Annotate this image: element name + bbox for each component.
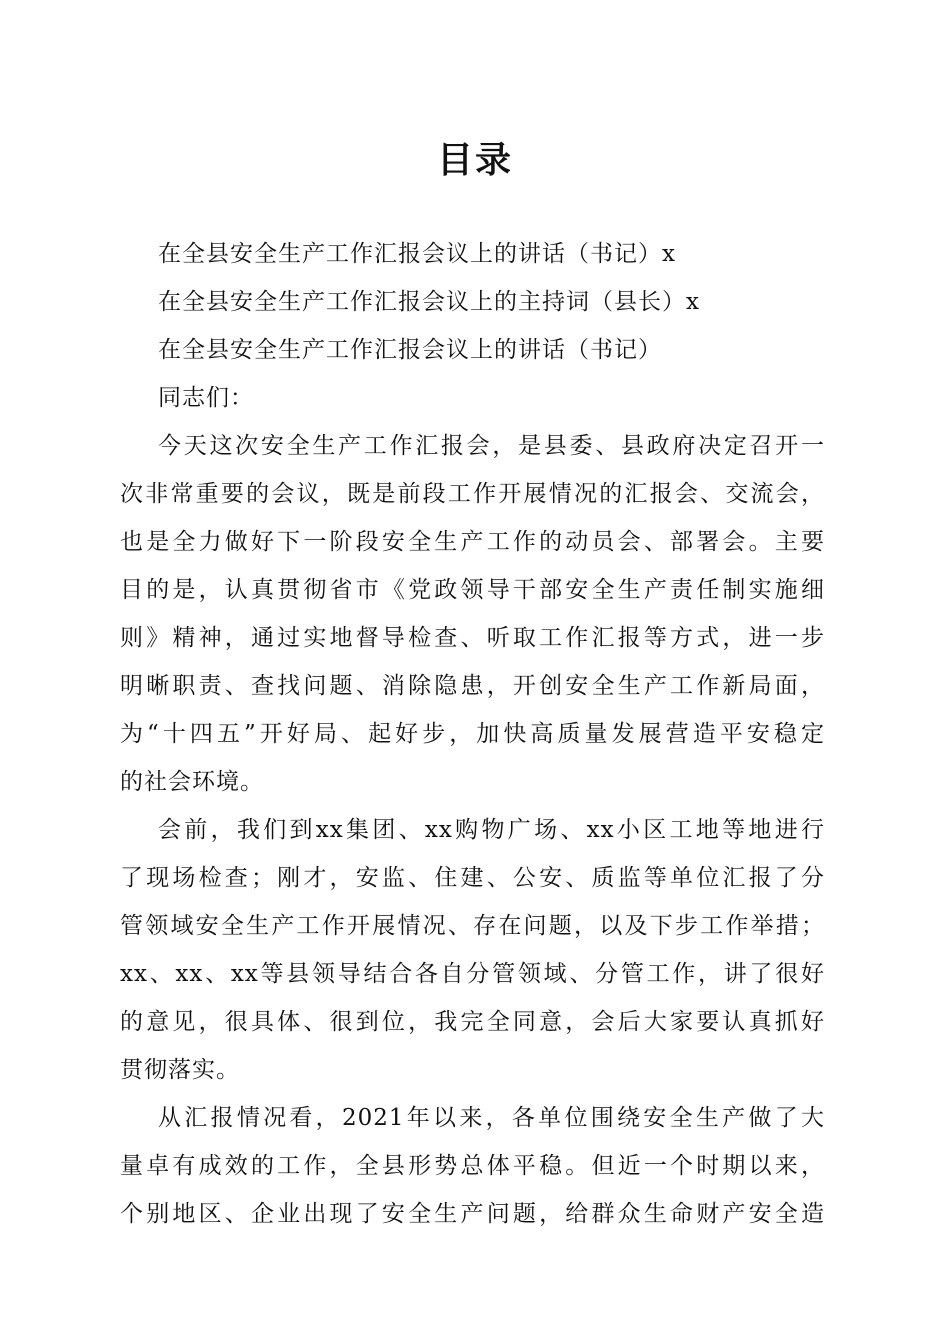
toc-entry: 在全县安全生产工作汇报会议上的讲话（书记） bbox=[158, 337, 662, 363]
paragraph-2-line: xx、xx、xx等县领导结合各自分管领域、分管工作，讲了很好 bbox=[120, 961, 825, 987]
paragraph-1-line: 则》精神，通过实地督导检查、听取工作汇报等方式，进一步 bbox=[120, 625, 825, 651]
paragraph-3-line: 个别地区、企业出现了安全生产问题，给群众生命财产安全造 bbox=[120, 1201, 825, 1227]
paragraph-1-line: 也是全力做好下一阶段安全生产工作的动员会、部署会。主要 bbox=[120, 529, 825, 555]
paragraph-2-line: 了现场检查；刚才，安监、住建、公安、质监等单位汇报了分 bbox=[120, 865, 825, 891]
paragraph-3-line: 从汇报情况看，2021年以来，各单位围绕安全生产做了大 bbox=[158, 1105, 825, 1131]
toc-entry: 在全县安全生产工作汇报会议上的讲话（书记）x bbox=[158, 241, 676, 267]
paragraph-1-line: 为“十四五”开好局、起好步，加快高质量发展营造平安稳定 bbox=[120, 721, 825, 747]
paragraph-2-line: 会前，我们到xx集团、xx购物广场、xx小区工地等地进行 bbox=[158, 817, 825, 843]
document-body bbox=[120, 230, 825, 1238]
page-title: 目录 bbox=[436, 139, 513, 181]
paragraph-1-line: 次非常重要的会议，既是前段工作开展情况的汇报会、交流会， bbox=[120, 481, 825, 507]
paragraph-2-line: 管领域安全生产工作开展情况、存在问题，以及下步工作举措； bbox=[120, 913, 825, 939]
paragraph-1-line: 的社会环境。 bbox=[120, 769, 264, 795]
salutation: 同志们： bbox=[158, 385, 254, 411]
paragraph-1-line: 明晰职责、查找问题、消除隐患，开创安全生产工作新局面， bbox=[120, 673, 825, 699]
paragraph-2-line: 贯彻落实。 bbox=[120, 1057, 240, 1083]
paragraph-1-line: 今天这次安全生产工作汇报会，是县委、县政府决定召开一 bbox=[158, 433, 825, 459]
toc-entry: 在全县安全生产工作汇报会议上的主持词（县长）x bbox=[158, 289, 700, 315]
paragraph-1-line: 目的是，认真贯彻省市《党政领导干部安全生产责任制实施细 bbox=[120, 577, 825, 603]
paragraph-2-line: 的意见，很具体、很到位，我完全同意，会后大家要认真抓好 bbox=[120, 1009, 825, 1035]
paragraph-3-line: 量卓有成效的工作，全县形势总体平稳。但近一个时期以来， bbox=[120, 1153, 825, 1179]
